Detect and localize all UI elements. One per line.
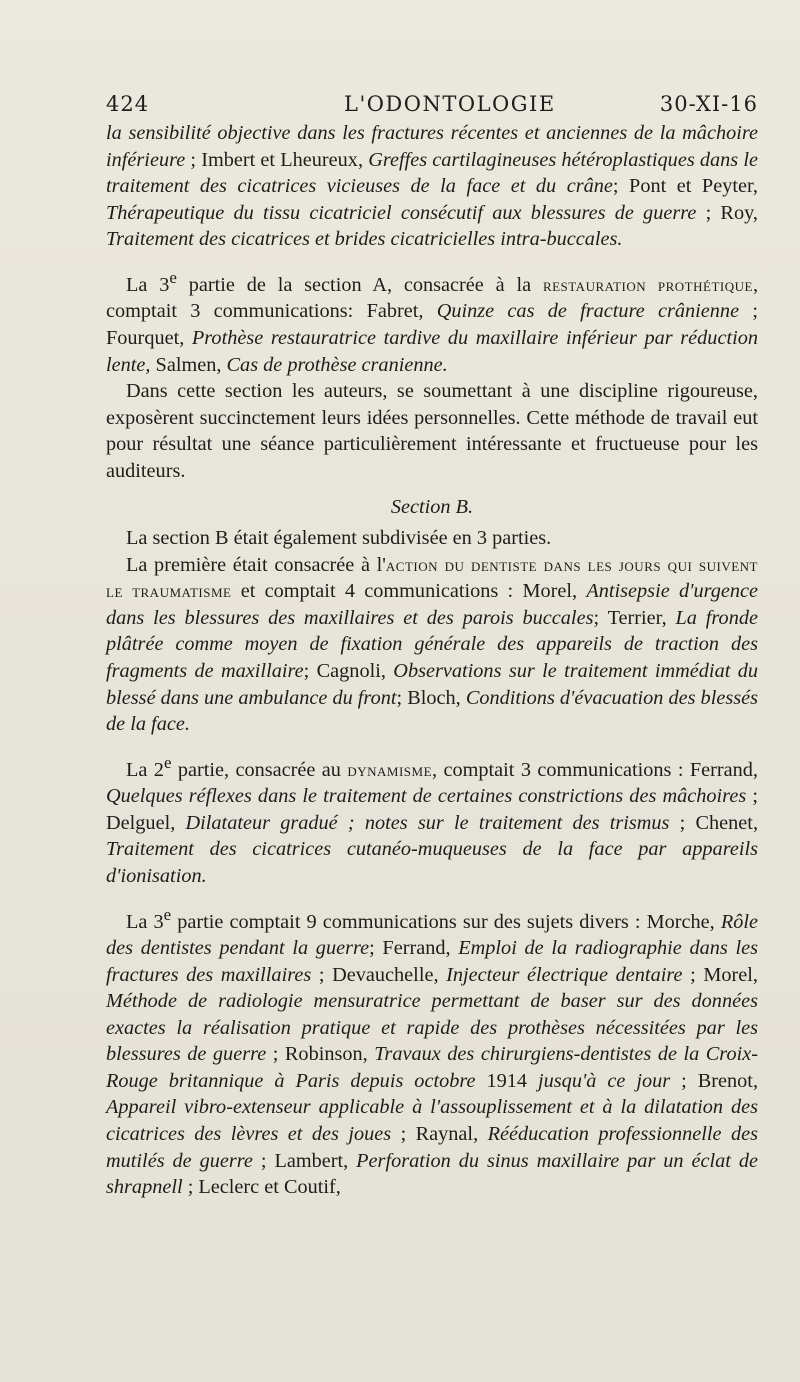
text-run: ; Brenot, (670, 1069, 759, 1092)
superscript: e (163, 752, 172, 772)
text-run: La 3 (126, 910, 164, 933)
running-header (106, 92, 758, 122)
title-italic: Appareil vibro-extenseur applicable à l'assouplissement et à la dilatation des cicatrices des lèvres et des joues (106, 1096, 758, 1146)
paragraph-1 (106, 120, 758, 253)
title-italic: Travaux des chirurgiens-dentistes de la Croix-Rouge britannique à Paris depuis octobre (106, 1043, 758, 1092)
paragraph-5 (106, 552, 758, 738)
small-caps-term: dynamisme (347, 759, 433, 780)
title-italic: Antisepsie d'urgence dans les blessures des maxillaires et des parois buccales (106, 580, 759, 629)
text-run: ; Morel, (682, 963, 758, 986)
text-run: 1914 (486, 1069, 528, 1092)
paragraph-4: La section B était également subdivisée en 3 parties. (126, 527, 552, 550)
title-italic: Conditions d'évacuation des blessés de la face. (106, 686, 759, 736)
title-italic: jusqu'à ce jour (527, 1069, 671, 1092)
text-run: partie comptait 9 communications sur des sujets divers : Morche, (171, 910, 721, 933)
text-run: ; Delguel, (106, 785, 758, 834)
text-run: ; Pont et Peyter, (612, 175, 758, 198)
title-italic: Prothèse restauratrice tardive du maxillaire inférieur par réduction lente, (106, 326, 759, 376)
text-run: La première était consacrée à l' (126, 553, 386, 576)
text-run: ; Roy, (696, 201, 758, 224)
text-run: ; Ferrand, (369, 936, 459, 959)
small-caps-term: restauration prothétique (542, 274, 753, 295)
text-run: et comptait 4 communications : Morel, (231, 580, 587, 603)
text-run: , comptait 3 communications : Ferrand, (432, 758, 758, 781)
title-italic: Rééducation professionnelle des mutilés de guerre (106, 1123, 758, 1172)
paragraph-6 (106, 750, 758, 890)
title-italic: Rôle des dentistes pendant la guerre (106, 910, 758, 959)
paragraph-3: Dans cette section les auteurs, se soumettant à une discipline rigoureuse, exposèrent succinctement leurs idées personnelles. Cette méthode de travail eut pour résultat une séance particulièrement intéressante et fructueuse pour les auditeurs. (106, 380, 758, 482)
text-run: La 3 (126, 273, 170, 296)
title-italic: Traitement des cicatrices cutanéo-muqueuses de la face par appareils d'ionisation. (106, 838, 758, 887)
title-italic: Greffes cartilagineuses hétéroplastiques dans le traitement des cicatrices vicieuses de la face et du crâne (106, 148, 758, 198)
text-run: ; Imbert et Lheureux, (185, 148, 369, 171)
body-text (106, 120, 758, 1201)
small-caps-term: action du dentiste dans les jours qui suivent le traumatisme (106, 554, 758, 602)
page-number: 424 (106, 92, 150, 116)
text-run: Salmen, (150, 353, 227, 376)
text-run: ; Lambert, (252, 1149, 357, 1172)
paragraph-2 (106, 265, 758, 378)
text-run: , comptait 3 communications: Fabret, (106, 273, 759, 323)
title-italic: Cas de prothèse cranienne. (226, 353, 448, 376)
text-run: ; Leclerc et Coutif, (182, 1176, 341, 1199)
title-italic: Emploi de la radiographie dans les fractures des maxillaires (106, 936, 758, 986)
superscript: e (169, 267, 177, 287)
superscript: e (163, 904, 172, 924)
text-run: ; Robinson, (266, 1043, 375, 1066)
title-italic: La fronde plâtrée comme moyen de fixation générale des appareils de traction des fragments de maxillaire (106, 606, 758, 683)
text-run: partie de la section A, consacrée à la (176, 273, 543, 296)
text-run: ; Bloch, (396, 686, 466, 709)
title-italic: Thérapeutique du tissu cicatriciel consécutif aux blessures de guerre (106, 201, 697, 224)
text-run: La 2 (126, 758, 164, 781)
paragraph-7 (106, 902, 758, 1201)
title-italic: Perforation du sinus maxillaire par un éclat de shrapnell (106, 1149, 758, 1199)
title-italic: Traitement des cicatrices et brides cicatricielles intra-buccales. (106, 228, 623, 251)
text-run: ; Raynal, (391, 1123, 488, 1146)
text-run: ; Fourquet, (106, 300, 758, 349)
title-italic: Méthode de radiologie mensuratrice permettant de baser sur des données exactes la réalisation pratique et rapide des prothèses nécessitées par les blessures de guerre (106, 990, 758, 1066)
journal-title: L'ODONTOLOGIE (344, 92, 556, 116)
title-italic: la sensibilité objective dans les fractures récentes et anciennes de la mâchoire inférieure (106, 122, 758, 171)
text-run: ; Terrier, (593, 606, 676, 629)
issue-date: 30-XI-16 (659, 92, 758, 116)
section-heading: Section B. (390, 496, 474, 519)
text-run: ; Chenet, (669, 811, 759, 834)
text-run: partie, consacrée au (171, 758, 348, 781)
title-italic: Observations sur le traitement immédiat du blessé dans une ambulance du front (106, 660, 758, 709)
title-italic: Injecteur électrique dentaire (446, 963, 683, 986)
text-run: ; Devauchelle, (311, 963, 447, 986)
title-italic: Quinze cas de fracture crânienne (436, 300, 740, 323)
text-run: ; Cagnoli, (303, 660, 394, 683)
title-italic: Dilatateur gradué ; notes sur le traitement des trismus (185, 811, 670, 834)
title-italic: Quelques réflexes dans le traitement de certaines constrictions des mâchoires (106, 785, 747, 808)
